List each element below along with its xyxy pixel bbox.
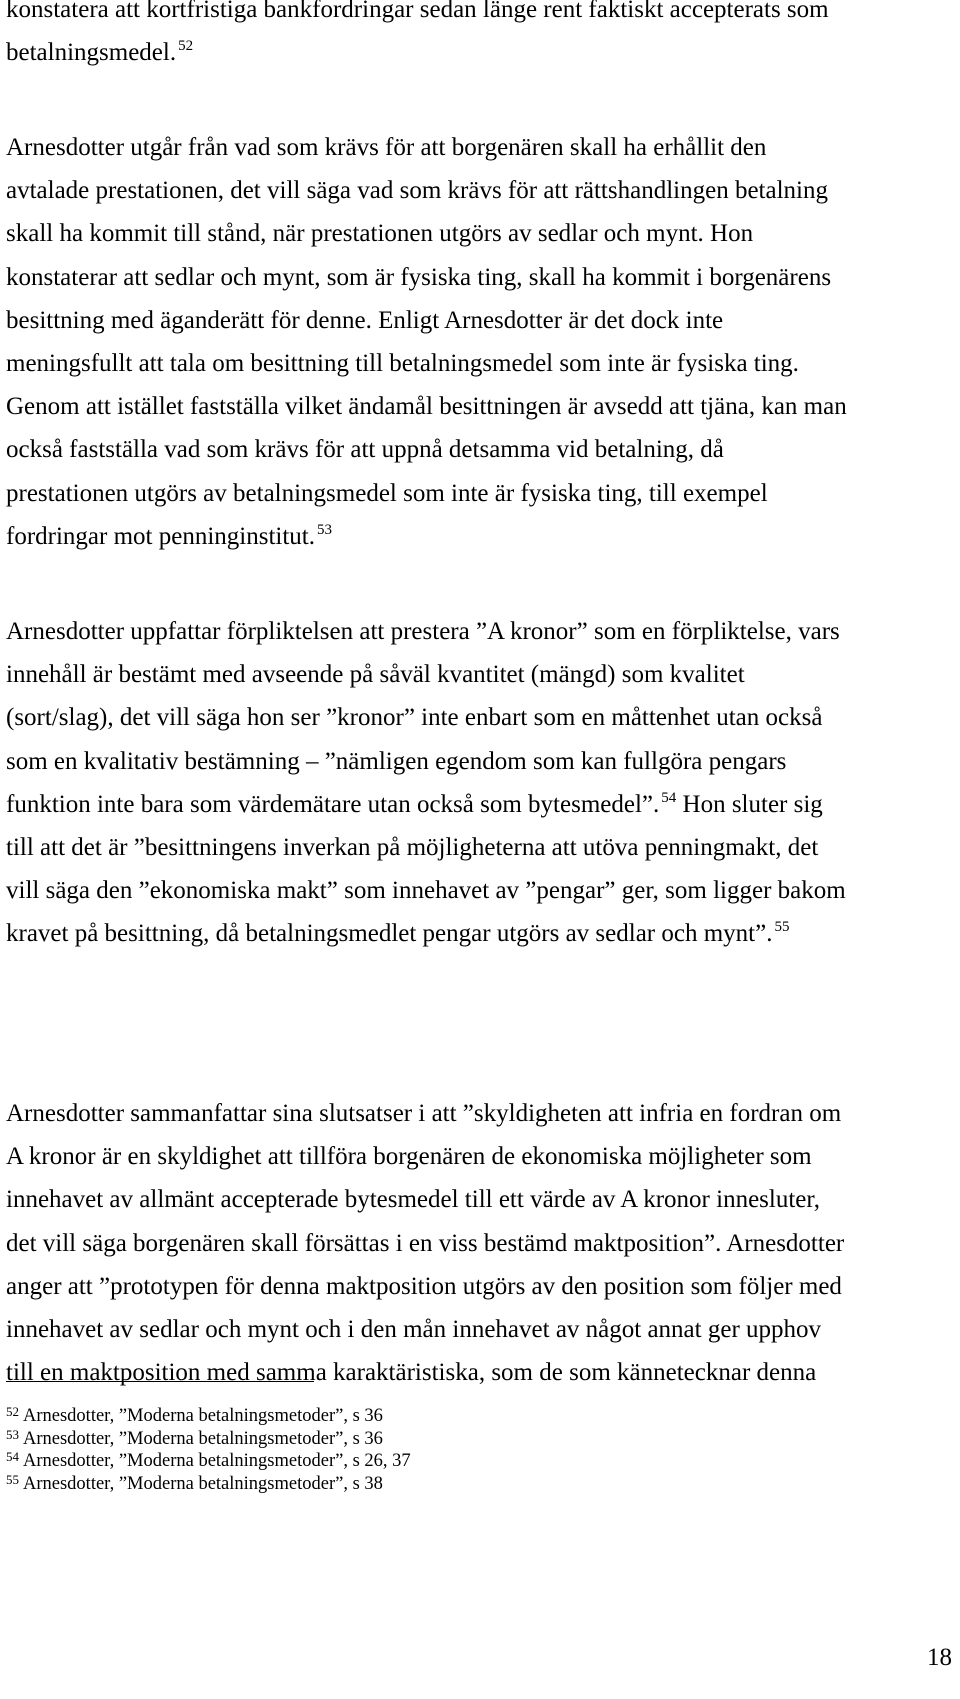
footnote-reference: 53 [316,521,332,538]
text-line: (sort/slag), det vill säga hon ser ”kronor” inte enbart som en måttenhet utan också [6,704,823,732]
text-line: avtalade prestationen, det vill säga vad som krävs för att rättshandlingen betalning [6,177,828,205]
text-line: som en kvalitativ bestämning – ”nämligen egendom som kan fullgöra pengars [6,747,787,775]
footnote-number: 54 [6,1449,19,1464]
text-line: Arnesdotter utgår från vad som krävs för att borgenären skall ha erhållit den [6,134,767,161]
text-line: vill säga den ”ekonomiska makt” som innehavet av ”pengar” ger, som ligger bakom [6,877,846,905]
page-number: 18 [927,1644,952,1671]
footnote-item [6,1450,411,1473]
footnote-number: 52 [6,1404,19,1419]
text-line: till en maktposition med samma karaktäristiska, som de som kännetecknar denna [6,1359,817,1387]
text-line: funktion inte bara som värdemätare utan också som bytesmedel”. $^{54}$ Hon sluter sig [6,789,823,818]
paragraph-2 [6,126,954,558]
text-line: det vill säga borgenären skall försättas i en viss bestämd maktposition”. Arnesdotter [6,1229,845,1257]
text-line: också fastställa vad som krävs för att uppnå detsamma vid betalning, då [6,436,724,464]
text-line: A kronor är en skyldighet att tillföra borgenären de ekonomiska möjligheter som [6,1143,812,1171]
text-line: kravet på besittning, då betalningsmedlet pengar utgörs av sedlar och mynt”. $^{55}$ [6,919,790,948]
text-line: prestationen utgörs av betalningsmedel som inte är fysiska ting, till exempel [6,479,768,507]
footnote-text: Arnesdotter, ”Moderna betalningsmetoder”, s 26, 37 [23,1451,411,1471]
footnote-reference: 55 [774,919,790,936]
text-line: Arnesdotter uppfattar förpliktelsen att prestera ”A kronor” som en förpliktelse, vars [6,618,840,645]
footnote-reference: 54 [661,789,677,806]
footnote-separator [6,1381,314,1382]
footnote-item [6,1473,411,1496]
footnote-text: Arnesdotter, ”Moderna betalningsmetoder”, s 36 [23,1406,383,1426]
text-line: besittning med äganderätt för denne. Enligt Arnesdotter är det dock inte [6,306,724,334]
paragraph-3 [6,610,954,956]
text-line: konstaterar att sedlar och mynt, som är fysiska ting, skall ha kommit i borgenärens [6,263,832,291]
text-line: innehavet av allmänt accepterade bytesmedel till ett värde av A kronor innesluter, [6,1186,820,1214]
text-line: konstatera att kortfristiga bankfordringar sedan länge rent faktiskt accepterats som [6,0,829,23]
text-line: betalningsmedel. $^{52}$ [6,38,194,67]
footnote-number: 55 [6,1471,19,1487]
text-line: innehavet av sedlar och mynt och i den mån innehavet av något annat ger upphov [6,1315,822,1343]
footnote-item [6,1405,411,1428]
text-line: innehåll är bestämt med avseende på såväl kvantitet (mängd) som kvalitet [6,661,745,689]
footnotes [6,1405,411,1495]
footnote-reference: 52 [178,38,194,55]
footnote-text: Arnesdotter, ”Moderna betalningsmetoder”, s 36 [23,1428,383,1449]
text-line: Arnesdotter sammanfattar sina slutsatser i att ”skyldigheten att infria en fordran om [6,1100,842,1127]
text-line: anger att ”prototypen för denna maktposition utgörs av den position som följer med [6,1272,842,1300]
paragraph-1 [6,0,954,74]
text-line: fordringar mot penninginstitut. $^{53}$ [6,521,332,550]
paragraph-4 [6,1092,954,1394]
footnote-text: Arnesdotter, ”Moderna betalningsmetoder”, s 38 [23,1473,383,1494]
footnote-item [6,1428,411,1451]
text-line: till att det är ”besittningens inverkan på möjligheterna att utöva penningmakt, det [6,833,819,861]
text-line: skall ha kommit till stånd, när prestationen utgörs av sedlar och mynt. Hon [6,220,754,248]
text-line: meningsfullt att tala om besittning till betalningsmedel som inte är fysiska ting. [6,349,799,377]
footnote-number: 53 [6,1426,19,1442]
text-line: Genom att istället fastställa vilket ändamål besittningen är avsedd att tjäna, kan man [6,393,847,421]
